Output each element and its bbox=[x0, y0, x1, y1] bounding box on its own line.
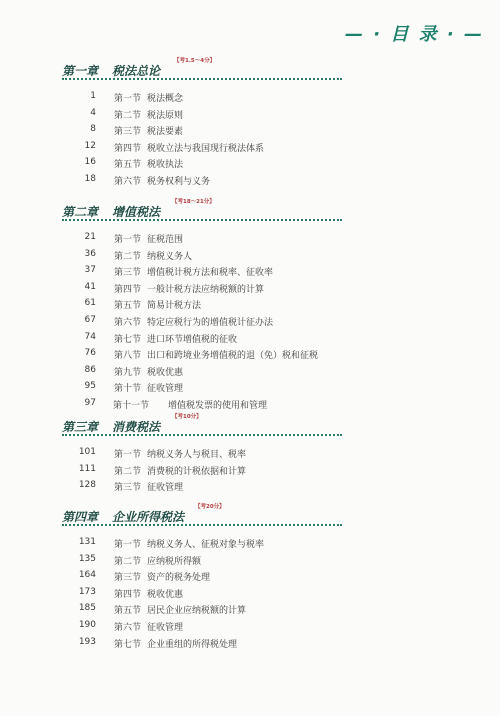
section-title: 税法要素 bbox=[147, 127, 184, 138]
toc-section-row[interactable] bbox=[0, 249, 500, 265]
toc-section-row[interactable] bbox=[0, 265, 500, 281]
section-title: 增值税计税方法和税率、征收率 bbox=[147, 268, 274, 279]
section-title: 应纳税所得额 bbox=[147, 556, 202, 567]
section-number: 第四节 bbox=[114, 284, 142, 295]
toc-section-row[interactable] bbox=[0, 464, 500, 480]
section-title: 税法原则 bbox=[147, 110, 184, 121]
section-page-number: 76 bbox=[84, 348, 96, 359]
section-title: 征收管理 bbox=[147, 483, 184, 494]
section-page-number: 111 bbox=[78, 463, 96, 474]
section-page-number: 16 bbox=[84, 157, 96, 168]
toc-section-row[interactable] bbox=[0, 298, 500, 314]
section-page-number: 61 bbox=[84, 298, 96, 309]
section-number: 第七节 bbox=[114, 334, 142, 345]
section-page-number: 21 bbox=[84, 232, 96, 242]
chapter-name: 税法总论 bbox=[112, 64, 161, 78]
section-number: 第五节 bbox=[114, 301, 142, 312]
section-number: 第一节 bbox=[114, 94, 142, 104]
toc-section-row[interactable] bbox=[0, 537, 500, 553]
toc-section-row[interactable] bbox=[0, 398, 500, 414]
toc-section-row[interactable] bbox=[0, 381, 500, 397]
section-title: 纳税义务人、征税对象与税率 bbox=[147, 540, 265, 550]
section-title: 税收立法与我国现行税法体系 bbox=[147, 143, 265, 154]
section-title: 税收优惠 bbox=[147, 367, 184, 378]
section-page-number: 36 bbox=[84, 248, 96, 259]
toc-section-row[interactable] bbox=[0, 174, 500, 190]
section-number: 第九节 bbox=[114, 367, 142, 378]
section-number: 第四节 bbox=[114, 143, 142, 154]
section-number: 第二节 bbox=[114, 251, 142, 262]
toc-section-row[interactable] bbox=[0, 157, 500, 173]
section-title: 进口环节增值税的征收 bbox=[147, 334, 238, 345]
toc-section-row[interactable] bbox=[0, 232, 500, 248]
section-title: 企业重组的所得税处理 bbox=[147, 639, 238, 650]
section-number: 第十节 bbox=[114, 384, 142, 395]
chapter-exam-score: 【考20分】 bbox=[195, 504, 225, 510]
section-page-number: 41 bbox=[84, 281, 96, 292]
section-number: 第一节 bbox=[114, 540, 142, 550]
toc-section-row[interactable] bbox=[0, 620, 500, 636]
section-page-number: 193 bbox=[78, 636, 96, 647]
section-page-number: 12 bbox=[84, 140, 96, 151]
chapter-dotted-divider bbox=[62, 524, 342, 526]
section-title: 征税范围 bbox=[147, 235, 184, 245]
section-page-number: 185 bbox=[78, 603, 96, 614]
section-title: 增值税发票的使用和管理 bbox=[168, 401, 268, 411]
toc-section-row[interactable] bbox=[0, 447, 500, 463]
section-page-number: 164 bbox=[78, 570, 96, 581]
section-number: 第二节 bbox=[114, 110, 142, 121]
section-page-number: 67 bbox=[84, 315, 96, 325]
section-number: 第七节 bbox=[114, 639, 142, 650]
chapter-name: 消费税法 bbox=[112, 420, 161, 434]
chapter-number: 第三章 bbox=[62, 420, 99, 434]
section-title: 居民企业应纳税额的计算 bbox=[147, 606, 247, 617]
section-page-number: 95 bbox=[84, 381, 96, 392]
section-title: 税务权利与义务 bbox=[147, 177, 211, 187]
section-page-number: 18 bbox=[84, 174, 96, 184]
section-page-number: 86 bbox=[84, 364, 96, 375]
section-title: 征收管理 bbox=[147, 623, 184, 633]
section-title: 简易计税方法 bbox=[147, 301, 202, 312]
toc-section-row[interactable] bbox=[0, 91, 500, 107]
toc-section-row[interactable] bbox=[0, 603, 500, 619]
toc-section-row[interactable] bbox=[0, 282, 500, 298]
section-page-number: 74 bbox=[84, 331, 96, 342]
section-page-number: 97 bbox=[84, 398, 96, 408]
chapter-number: 第一章 bbox=[62, 64, 99, 78]
toc-section-row[interactable] bbox=[0, 332, 500, 348]
section-number: 第五节 bbox=[114, 160, 142, 171]
section-title: 税收执法 bbox=[147, 160, 184, 171]
section-number: 第十一节 bbox=[113, 401, 150, 411]
section-title: 纳税义务人 bbox=[147, 251, 193, 262]
section-number: 第六节 bbox=[114, 623, 142, 633]
toc-section-row[interactable] bbox=[0, 108, 500, 124]
chapter-exam-score: 【考18～21分】 bbox=[172, 199, 215, 205]
section-number: 第一节 bbox=[114, 235, 142, 245]
section-number: 第五节 bbox=[114, 606, 142, 617]
section-number: 第二节 bbox=[114, 466, 142, 477]
toc-section-row[interactable] bbox=[0, 348, 500, 364]
section-number: 第三节 bbox=[114, 573, 142, 584]
section-title: 纳税义务人与税目、税率 bbox=[147, 450, 247, 460]
toc-section-row[interactable] bbox=[0, 480, 500, 496]
section-page-number: 101 bbox=[78, 447, 96, 457]
toc-section-row[interactable] bbox=[0, 587, 500, 603]
section-page-number: 135 bbox=[78, 553, 96, 564]
toc-section-row[interactable] bbox=[0, 554, 500, 570]
chapter-exam-score: 【考1.5～4分】 bbox=[174, 58, 216, 64]
chapter-dotted-divider bbox=[62, 434, 342, 436]
section-number: 第二节 bbox=[114, 556, 142, 567]
toc-section-row[interactable] bbox=[0, 365, 500, 381]
section-title: 消费税的计税依据和计算 bbox=[147, 466, 247, 477]
section-title: 征收管理 bbox=[147, 384, 184, 395]
section-page-number: 128 bbox=[78, 480, 96, 491]
chapter-dotted-divider bbox=[62, 78, 342, 80]
chapter-number: 第二章 bbox=[62, 205, 99, 219]
section-title: 资产的税务处理 bbox=[147, 573, 211, 584]
section-number: 第八节 bbox=[114, 351, 142, 362]
section-title: 一般计税方法应纳税额的计算 bbox=[147, 284, 265, 295]
toc-section-row[interactable] bbox=[0, 141, 500, 157]
section-page-number: 8 bbox=[90, 124, 96, 135]
toc-section-row[interactable] bbox=[0, 637, 500, 653]
chapter-number: 第四章 bbox=[62, 510, 99, 524]
section-page-number: 1 bbox=[90, 91, 96, 101]
toc-section-row[interactable] bbox=[0, 315, 500, 331]
section-number: 第三节 bbox=[114, 483, 142, 494]
toc-header-title: — · 目 录 · — bbox=[344, 24, 484, 45]
section-page-number: 173 bbox=[78, 586, 96, 597]
section-title: 特定应税行为的增值税计征办法 bbox=[147, 318, 274, 328]
toc-section-row[interactable] bbox=[0, 124, 500, 140]
chapter-name: 增值税法 bbox=[112, 205, 161, 219]
section-number: 第六节 bbox=[114, 177, 142, 187]
section-page-number: 131 bbox=[78, 537, 96, 547]
section-title: 税收优惠 bbox=[147, 589, 184, 600]
section-page-number: 190 bbox=[78, 620, 96, 630]
section-number: 第三节 bbox=[114, 268, 142, 279]
section-title: 出口和跨境业务增值税的退（免）税和征税 bbox=[147, 351, 319, 362]
toc-section-row[interactable] bbox=[0, 570, 500, 586]
section-page-number: 4 bbox=[90, 107, 96, 118]
chapter-name: 企业所得税法 bbox=[112, 510, 185, 524]
section-number: 第一节 bbox=[114, 450, 142, 460]
chapter-exam-score: 【考10分】 bbox=[172, 414, 202, 420]
section-page-number: 37 bbox=[84, 265, 96, 276]
section-title: 税法概念 bbox=[147, 94, 184, 104]
section-number: 第四节 bbox=[114, 589, 142, 600]
chapter-dotted-divider bbox=[62, 219, 342, 221]
section-number: 第六节 bbox=[114, 318, 142, 328]
section-number: 第三节 bbox=[114, 127, 142, 138]
